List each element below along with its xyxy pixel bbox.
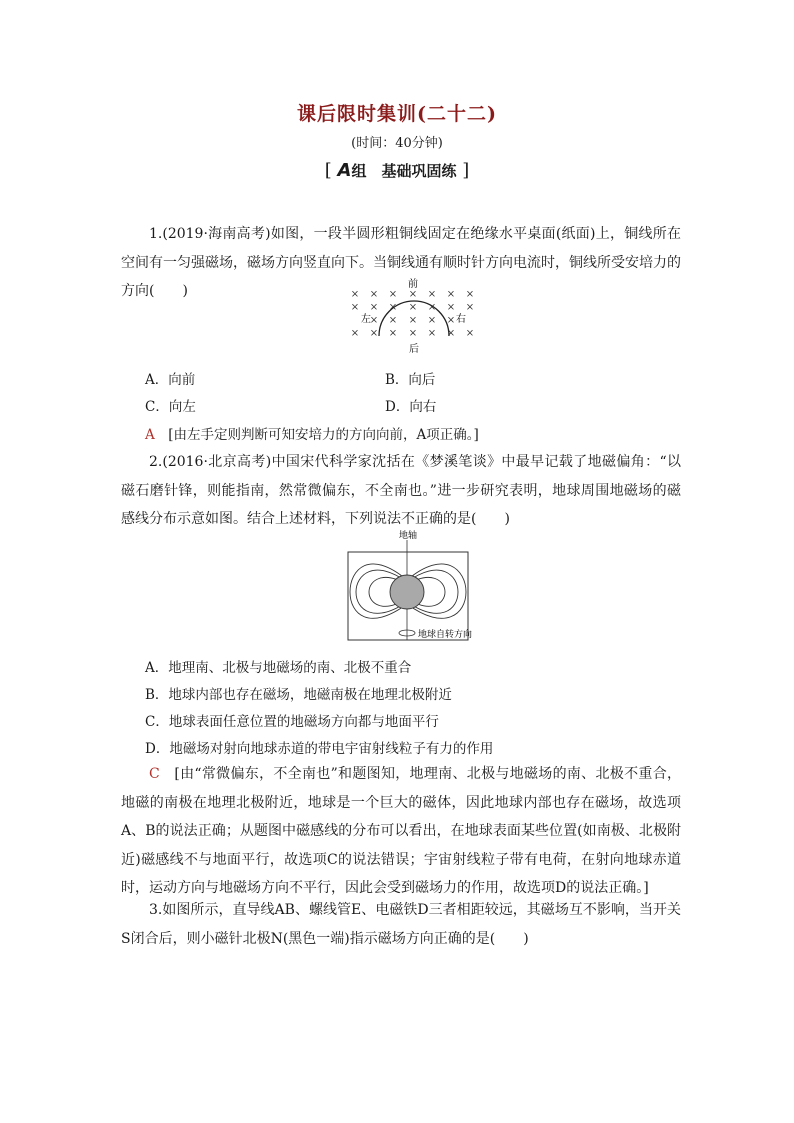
group-heading: [ A组 基础巩固练 ] <box>324 160 470 181</box>
q2-answer-letter: C <box>149 766 160 782</box>
q1-answer-letter: A <box>145 427 155 443</box>
q1-answer <box>145 423 479 443</box>
field-cross-mark: × <box>427 289 437 300</box>
field-cross-mark: × <box>446 315 456 326</box>
group-letter: A <box>337 160 352 181</box>
field-cross-mark: × <box>388 315 398 326</box>
label-front: 前 <box>408 279 418 290</box>
field-cross-mark: × <box>446 328 456 339</box>
group-label: 组 基础巩固练 <box>351 162 457 180</box>
q1-answer-text: [由左手定则判断可知安培力的方向向前，A项正确。] <box>168 427 479 443</box>
q2-earth-field-figure <box>0 530 794 645</box>
time-limit: (时间：40分钟) <box>351 136 443 151</box>
q2-answer <box>121 760 681 903</box>
field-cross-mark: × <box>369 315 379 326</box>
field-cross-mark: × <box>465 302 475 313</box>
q1-option-a: A．向前 <box>145 372 196 388</box>
q2-option-d: D．地磁场对射向地球赤道的带电宇宙射线粒子有力的作用 <box>145 741 494 757</box>
field-cross-mark: × <box>408 289 418 300</box>
field-cross-mark: × <box>408 302 418 313</box>
field-cross-mark: × <box>465 289 475 300</box>
field-cross-mark: × <box>350 302 360 313</box>
field-cross-mark: × <box>369 328 379 339</box>
field-cross-mark: × <box>465 328 475 339</box>
label-earth-axis: 地轴 <box>398 531 418 541</box>
field-cross-mark: × <box>408 315 418 326</box>
q2-stem: 2.(2016·北京高考)中国宋代科学家沈括在《梦溪笔谈》中最早记载了地磁偏角：“以磁石磨针锋，则能指南，然常微偏东，不全南也。”进一步研究表明，地球周围地磁场的磁感线分布示意如图。结合上述材料，下列说法不正确的是( ) <box>121 454 681 527</box>
label-right: 右 <box>456 314 466 325</box>
field-cross-mark: × <box>427 315 437 326</box>
label-earth-rotation: 地球自转方向 <box>418 630 473 640</box>
q3-stem: 3.如图所示，直导线AB、螺线管E、电磁铁D三者相距较远，其磁场互不影响，当开关S闭合后，则小磁针北极N(黑色一端)指示磁场方向正确的是( ) <box>121 902 681 947</box>
q1-figure <box>0 276 794 366</box>
earth <box>390 575 424 609</box>
q1-option-d: D．向右 <box>385 399 437 415</box>
q2-option-c: C．地球表面任意位置的地磁场方向都与地面平行 <box>145 714 439 730</box>
field-cross-mark: × <box>369 302 379 313</box>
field-cross-mark: × <box>408 328 418 339</box>
q2-option-b: B．地球内部也存在磁场，地磁南极在地理北极附近 <box>145 687 452 703</box>
field-cross-mark: × <box>446 302 456 313</box>
field-cross-mark: × <box>350 289 360 300</box>
field-cross-mark: × <box>388 289 398 300</box>
field-cross-mark: × <box>388 302 398 313</box>
field-cross-mark: × <box>446 289 456 300</box>
field-cross-mark: × <box>350 328 360 339</box>
q1-stem: 1.(2019·海南高考)如图，一段半圆形粗铜线固定在绝缘水平桌面(纸面)上，铜线所在空间有一匀强磁场，磁场方向竖直向下。当铜线通有顺时针方向电流时，铜线所受安培力的方向( ) <box>121 226 681 299</box>
q2-answer-text: [由“常微偏东，不全南也”和题图知，地理南、北极与地磁场的南、北极不重合，地磁的南极在地理北极附近，地球是一个巨大的磁体，因此地球内部也存在磁场，故选项A、B的说法正确；从题图中磁感线的分布可以看出，在地球表面某些位置(如南极、北极附近)磁感线不与地面平行，故选项C的说法错误；宇宙射线粒子带有电荷，在射向地球赤道时，运动方向与地磁场方向不平行，因此会受到磁场力的作用，故选项D的说法正确。] <box>121 766 681 896</box>
q1-option-c: C．向左 <box>145 399 196 415</box>
field-cross-mark: × <box>369 289 379 300</box>
label-back: 后 <box>409 344 419 355</box>
q1-option-b: B．向后 <box>385 372 436 388</box>
field-cross-mark: × <box>427 328 437 339</box>
q2-option-a: A．地理南、北极与地磁场的南、北极不重合 <box>145 660 412 676</box>
page-title: 课后限时集训(二十二) <box>297 103 497 125</box>
field-cross-mark: × <box>427 302 437 313</box>
field-cross-mark: × <box>388 328 398 339</box>
label-left: 左 <box>361 314 371 325</box>
